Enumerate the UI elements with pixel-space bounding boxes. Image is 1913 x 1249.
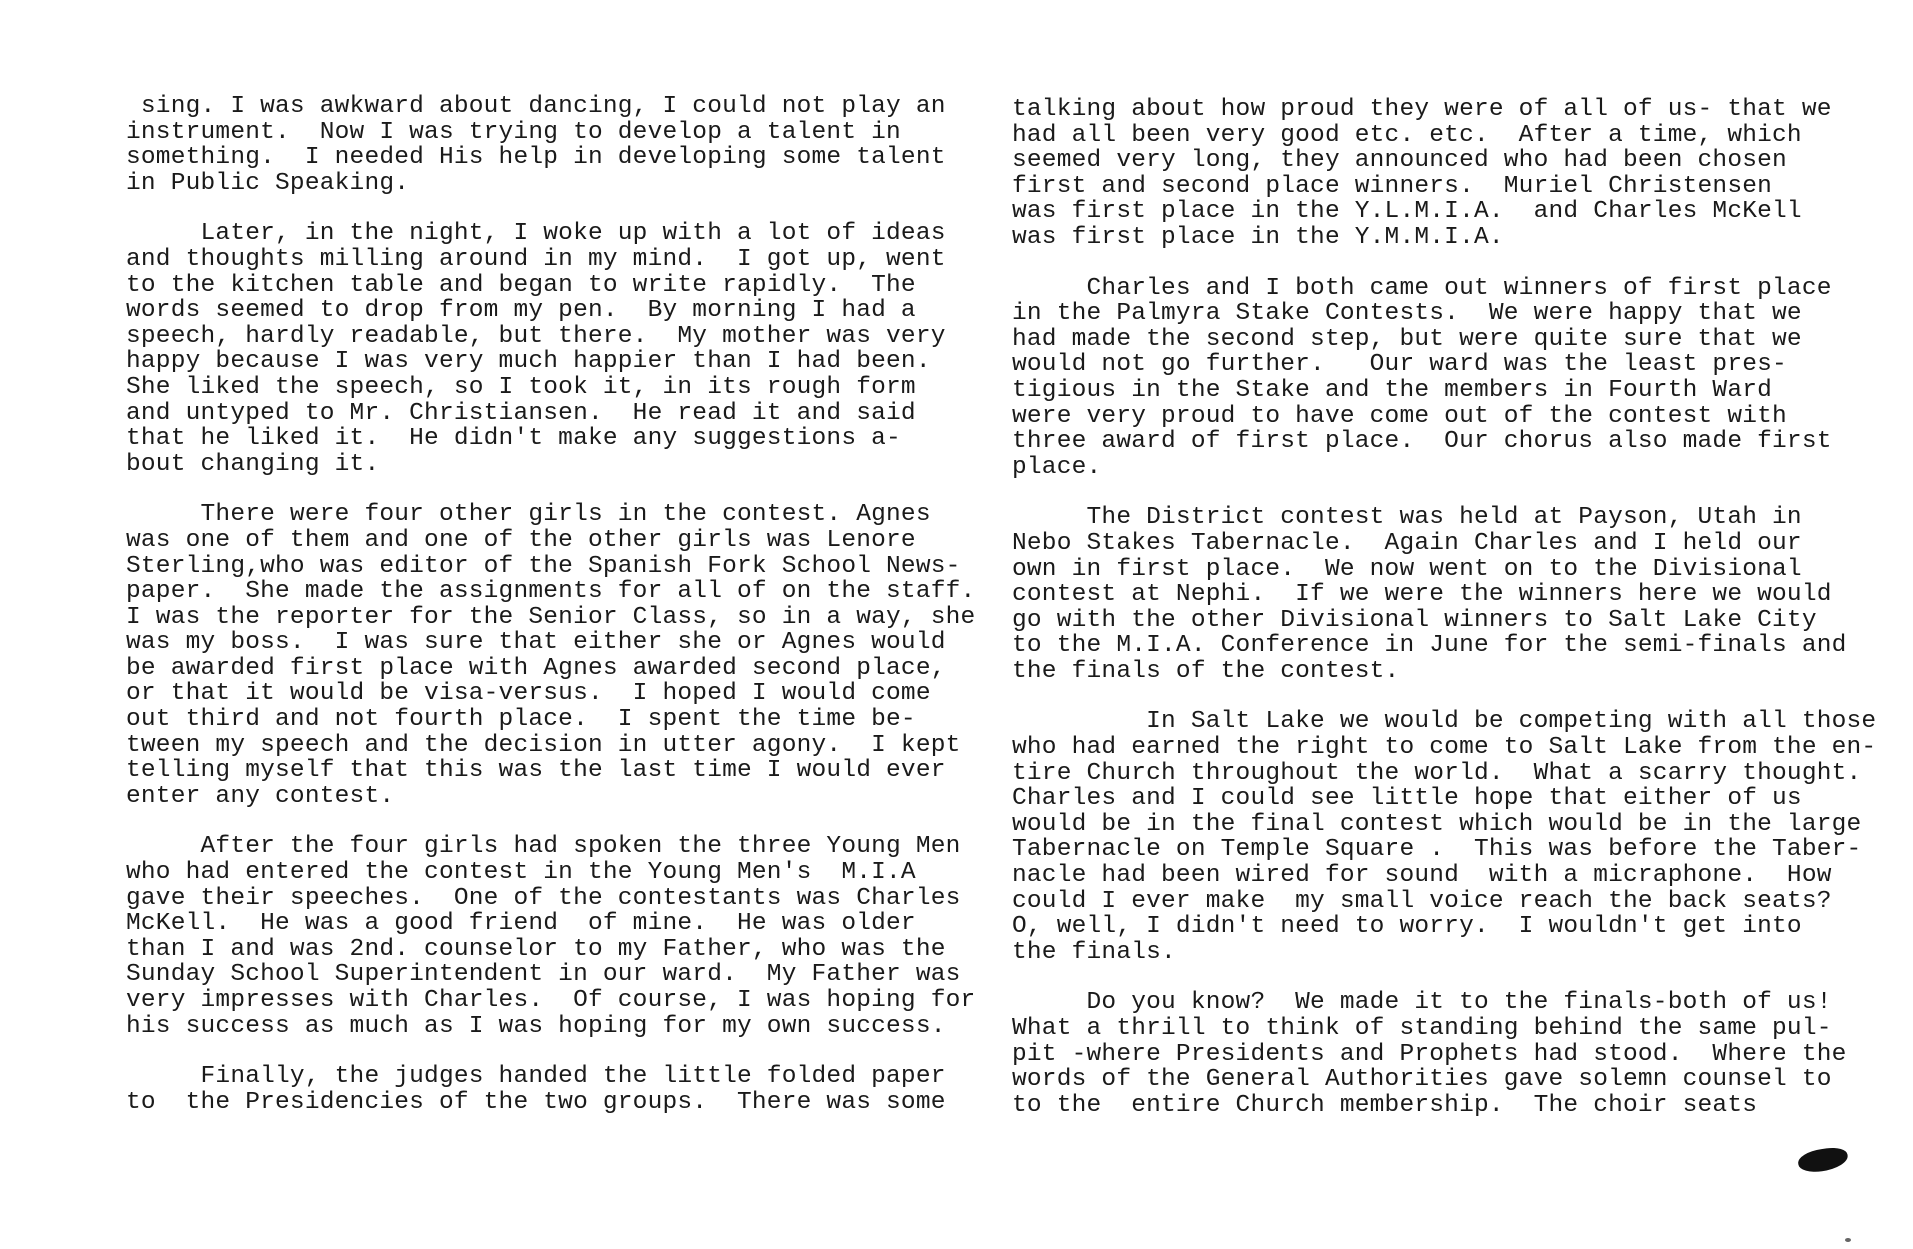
text-line: the finals of the contest. [1012, 657, 1400, 685]
ink-blot [1797, 1146, 1850, 1175]
text-line: first and second place winners. Muriel Christensen [1012, 172, 1773, 200]
text-line: instrument. Now I was trying to develop a talent in [126, 118, 901, 146]
text-line: who had earned the right to come to Salt Lake from the en- [1012, 734, 1877, 762]
text-line: three award of first place. Our chorus also made first [1012, 428, 1832, 456]
text-line: sing. I was awkward about dancing, I could not play an [126, 93, 946, 120]
text-line: nacle had been wired for sound with a micraphone. How [1012, 862, 1832, 890]
text-line: very impresses with Charles. Of course, I was hoping for [126, 987, 976, 1014]
text-line: I was the reporter for the Senior Class, so in a way, she [126, 603, 976, 631]
text-line: Do you know? We made it to the finals-both of us! [1012, 989, 1832, 1017]
text-line: O, well, I didn't need to worry. I wouldn't get into [1012, 913, 1802, 941]
text-line: would be in the final contest which would be in the large [1012, 810, 1862, 838]
text-line: was one of them and one of the other girls was Lenore [126, 526, 916, 554]
text-line: tire Church throughout the world. What a scarry thought. [1012, 759, 1862, 787]
text-line: own in first place. We now went on to the Divisional [1012, 555, 1802, 583]
text-line: were very proud to have come out of the contest with [1012, 402, 1787, 430]
text-line: out third and not fourth place. I spent the time be- [126, 706, 916, 734]
paragraph [126, 1064, 996, 1115]
text-line: There were four other girls in the contest. Agnes [126, 501, 931, 529]
text-line: be awarded first place with Agnes awarded second place, [126, 654, 946, 682]
text-line: or that it would be visa-versus. I hoped I would come [126, 680, 931, 708]
paragraph [1012, 990, 1892, 1118]
paragraph [126, 94, 996, 196]
right-column [1012, 97, 1892, 1143]
paragraph [126, 502, 996, 809]
text-line: to the M.I.A. Conference in June for the semi-finals and [1012, 632, 1847, 660]
text-line: to the kitchen table and began to write rapidly. The [126, 271, 916, 299]
text-line: Sunday School Superintendent in our ward. My Father was [126, 961, 961, 989]
text-line: pit -where Presidents and Prophets had stood. Where the [1012, 1040, 1847, 1068]
text-line: telling myself that this was the last time I would ever [126, 757, 946, 785]
text-line: gave their speeches. One of the contestants was Charles [126, 884, 961, 912]
text-line: go with the other Divisional winners to Salt Lake City [1012, 606, 1817, 634]
text-line: paper. She made the assignments for all of on the staff. [126, 578, 976, 606]
left-column [126, 94, 996, 1140]
text-line: Finally, the judges handed the little folded paper [126, 1063, 946, 1091]
text-line: happy because I was very much happier than I had been. [126, 348, 931, 376]
text-line: and untyped to Mr. Christiansen. He read it and said [126, 399, 916, 427]
text-line: the finals. [1012, 938, 1176, 966]
text-line: Charles and I both came out winners of first place [1012, 274, 1832, 302]
text-line: talking about how proud they were of all of us- that we [1012, 96, 1832, 123]
text-line: Charles and I could see little hope that either of us [1012, 785, 1802, 813]
text-line: tween my speech and the decision in utter agony. I kept [126, 731, 961, 759]
text-line: that he liked it. He didn't make any suggestions a- [126, 425, 901, 453]
text-line: who had entered the contest in the Young Men's M.I.A [126, 859, 916, 887]
text-line: tigious in the Stake and the members in Fourth Ward [1012, 376, 1773, 404]
text-line: his success as much as I was hoping for my own success. [126, 1012, 946, 1040]
text-line: would not go further. Our ward was the least pres- [1012, 351, 1787, 379]
text-line: was first place in the Y.M.M.I.A. [1012, 223, 1504, 251]
text-line: Nebo Stakes Tabernacle. Again Charles and I held our [1012, 529, 1802, 557]
text-line: place. [1012, 453, 1102, 481]
text-line: In Salt Lake we would be competing with all those [1012, 708, 1877, 736]
ink-speck [1845, 1238, 1851, 1242]
paragraph [126, 221, 996, 477]
text-line: After the four girls had spoken the three Young Men [126, 833, 961, 861]
text-line: Tabernacle on Temple Square . This was before the Taber- [1012, 836, 1862, 864]
text-line: to the Presidencies of the two groups. There was some [126, 1088, 946, 1116]
text-line: had all been very good etc. etc. After a time, which [1012, 121, 1802, 149]
text-line: in the Palmyra Stake Contests. We were happy that we [1012, 300, 1802, 328]
text-line: something. I needed His help in developing some talent [126, 144, 946, 172]
paragraph [1012, 276, 1892, 481]
text-line: than I and was 2nd. counselor to my Father, who was the [126, 935, 946, 963]
text-line: was my boss. I was sure that either she or Agnes would [126, 629, 946, 657]
text-line: bout changing it. [126, 450, 380, 478]
text-line: McKell. He was a good friend of mine. He was older [126, 910, 916, 938]
text-line: had made the second step, but were quite sure that we [1012, 325, 1802, 353]
text-line: was first place in the Y.L.M.I.A. and Charles McKell [1012, 198, 1802, 226]
paragraph [1012, 709, 1892, 965]
text-line: words of the General Authorities gave solemn counsel to [1012, 1066, 1832, 1094]
text-line: The District contest was held at Payson, Utah in [1012, 504, 1802, 532]
text-line: seemed very long, they announced who had been chosen [1012, 147, 1787, 175]
text-line: in Public Speaking. [126, 169, 410, 197]
paragraph [1012, 505, 1892, 684]
text-line: What a thrill to think of standing behind the same pul- [1012, 1015, 1832, 1042]
text-line: words seemed to drop from my pen. By morning I had a [126, 297, 916, 325]
paragraph [126, 834, 996, 1039]
text-line: to the entire Church membership. The choir seats [1012, 1091, 1758, 1119]
text-line: speech, hardly readable, but there. My mother was very [126, 322, 946, 350]
text-line: Sterling,who was editor of the Spanish Fork School News- [126, 552, 961, 580]
paragraph [1012, 97, 1892, 251]
text-line: and thoughts milling around in my mind. I got up, went [126, 245, 946, 273]
text-line: enter any contest. [126, 782, 395, 810]
text-line: She liked the speech, so I took it, in its rough form [126, 373, 916, 401]
text-line: contest at Nephi. If we were the winners here we would [1012, 581, 1832, 609]
text-line: could I ever make my small voice reach the back seats? [1012, 887, 1832, 915]
text-line: Later, in the night, I woke up with a lot of ideas [126, 220, 946, 248]
